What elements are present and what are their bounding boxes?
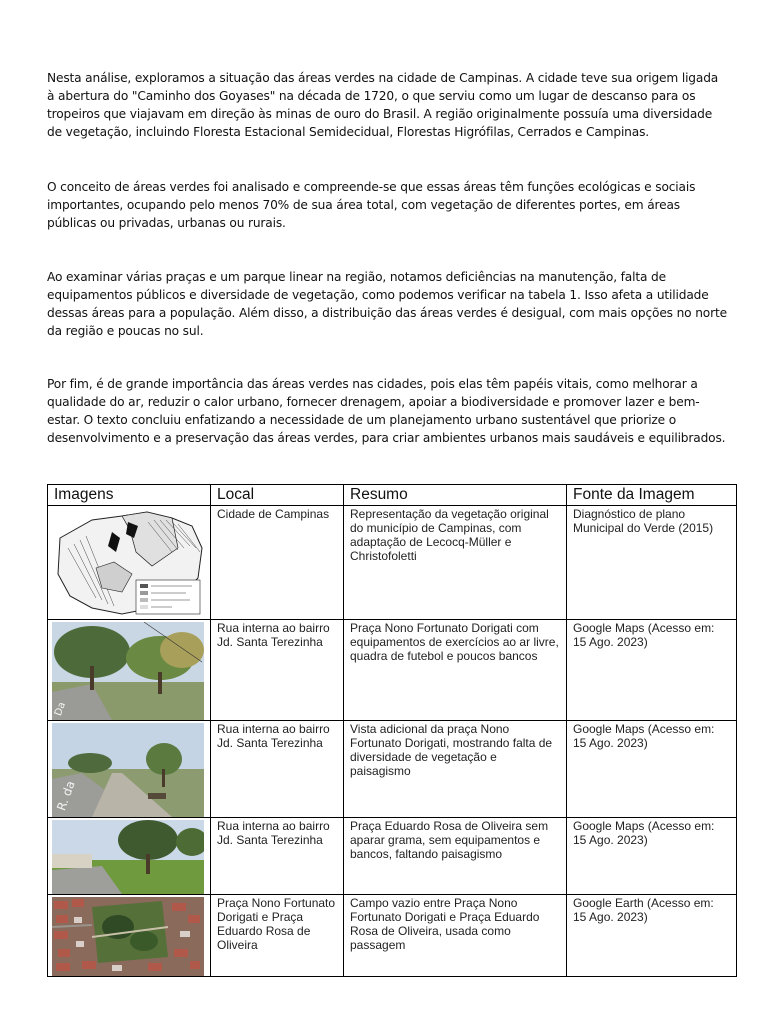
header-local: Local xyxy=(211,485,344,506)
street-photo-image xyxy=(52,622,204,720)
table-row xyxy=(48,506,737,620)
fonte-cell: Google Maps (Acesso em: 15 Ago. 2023) xyxy=(567,721,737,818)
paragraph-concept: O conceito de áreas verdes foi analisado e compreende-se que essas áreas têm funções ecológicas e sociais importantes, ocupando pelo menos 70% de sua área total, com vegetação de diferentes portes, em áreas públicas ou privadas, urbanas ou rurais. xyxy=(47,180,696,230)
svg-text:R. da: R. da xyxy=(54,779,78,813)
resumo-cell: Campo vazio entre Praça Nono Fortunato Dorigati e Praça Eduardo Rosa de Oliveira, usada como passagem xyxy=(344,895,567,977)
header-resumo: Resumo xyxy=(344,485,567,506)
fonte-cell: Google Earth (Acesso em: 15 Ago. 2023) xyxy=(567,895,737,977)
resumo-cell: Representação da vegetação original do município de Campinas, com adaptação de Lecocq-Müller e Christofoletti xyxy=(344,506,567,620)
header-fonte: Fonte da Imagem xyxy=(567,485,737,506)
image-cell xyxy=(48,895,211,977)
local-cell: Cidade de Campinas xyxy=(211,506,344,620)
vegetation-map-image xyxy=(52,508,204,618)
header-imagens: Imagens xyxy=(48,485,211,506)
data-table xyxy=(47,484,737,977)
table-row xyxy=(48,620,737,721)
resumo-cell: Vista adicional da praça Nono Fortunato Dorigati, mostrando falta de diversidade de vegetação e paisagismo xyxy=(344,721,567,818)
paragraph-intro: Nesta análise, exploramos a situação das áreas verdes na cidade de Campinas. A cidade teve sua origem ligada à abertura do "Caminho dos Goyases" na década de 1720, o que serviu como um lugar de descanso para os tropeiros que viajavam em direção às minas de ouro do Brasil. A região originalmente possuía uma diversidade de vegetação, incluindo Floresta Estacional Semidecidual, Florestas Higrófilas, Cerrados e Campinas. xyxy=(47,71,719,139)
local-cell: Rua interna ao bairro Jd. Santa Terezinha xyxy=(211,721,344,818)
street-photo-image xyxy=(52,820,204,894)
local-cell: Praça Nono Fortunato Dorigati e Praça Eduardo Rosa de Oliveira xyxy=(211,895,344,977)
table-header-row xyxy=(48,485,737,506)
resumo-cell: Praça Nono Fortunato Dorigati com equipamentos de exercícios ao ar livre, quadra de futebol e poucos bancos xyxy=(344,620,567,721)
fonte-cell: Google Maps (Acesso em: 15 Ago. 2023) xyxy=(567,620,737,721)
paragraph-conclusion: Por fim, é de grande importância das áreas verdes nas cidades, pois elas têm papéis vitais, como melhorar a qualidade do ar, reduzir o calor urbano, fornecer drenagem, apoiar a biodiversidade e promover lazer e bem-estar. O texto concluiu enfatizando a necessidade de um planejamento urbano sustentável que priorize o desenvolvimento e a preservação das áreas verdes, para criar ambientes urbanos mais saudáveis e equilibrados. xyxy=(47,377,726,445)
svg-text:Da: Da xyxy=(52,700,69,718)
fonte-cell: Google Maps (Acesso em: 15 Ago. 2023) xyxy=(567,818,737,895)
street-photo-image xyxy=(52,723,204,817)
local-cell: Rua interna ao bairro Jd. Santa Terezinha xyxy=(211,620,344,721)
aerial-photo-image xyxy=(52,897,204,976)
table-row xyxy=(48,721,737,818)
table-row xyxy=(48,895,737,977)
image-cell xyxy=(48,721,211,818)
image-cell xyxy=(48,818,211,895)
fonte-cell: Diagnóstico de plano Municipal do Verde (2015) xyxy=(567,506,737,620)
resumo-cell: Praça Eduardo Rosa de Oliveira sem aparar grama, sem equipamentos e bancos, faltando paisagismo xyxy=(344,818,567,895)
local-cell: Rua interna ao bairro Jd. Santa Terezinha xyxy=(211,818,344,895)
table-row xyxy=(48,818,737,895)
image-cell xyxy=(48,506,211,620)
image-cell xyxy=(48,620,211,721)
paragraph-analysis: Ao examinar várias praças e um parque linear na região, notamos deficiências na manutenção, falta de equipamentos públicos e diversidade de vegetação, como podemos verificar na tabela 1. Isso afeta a utilidade dessas áreas para a população. Além disso, a distribuição das áreas verdes é desigual, com mais opções no norte da região e poucas no sul. xyxy=(47,270,727,338)
